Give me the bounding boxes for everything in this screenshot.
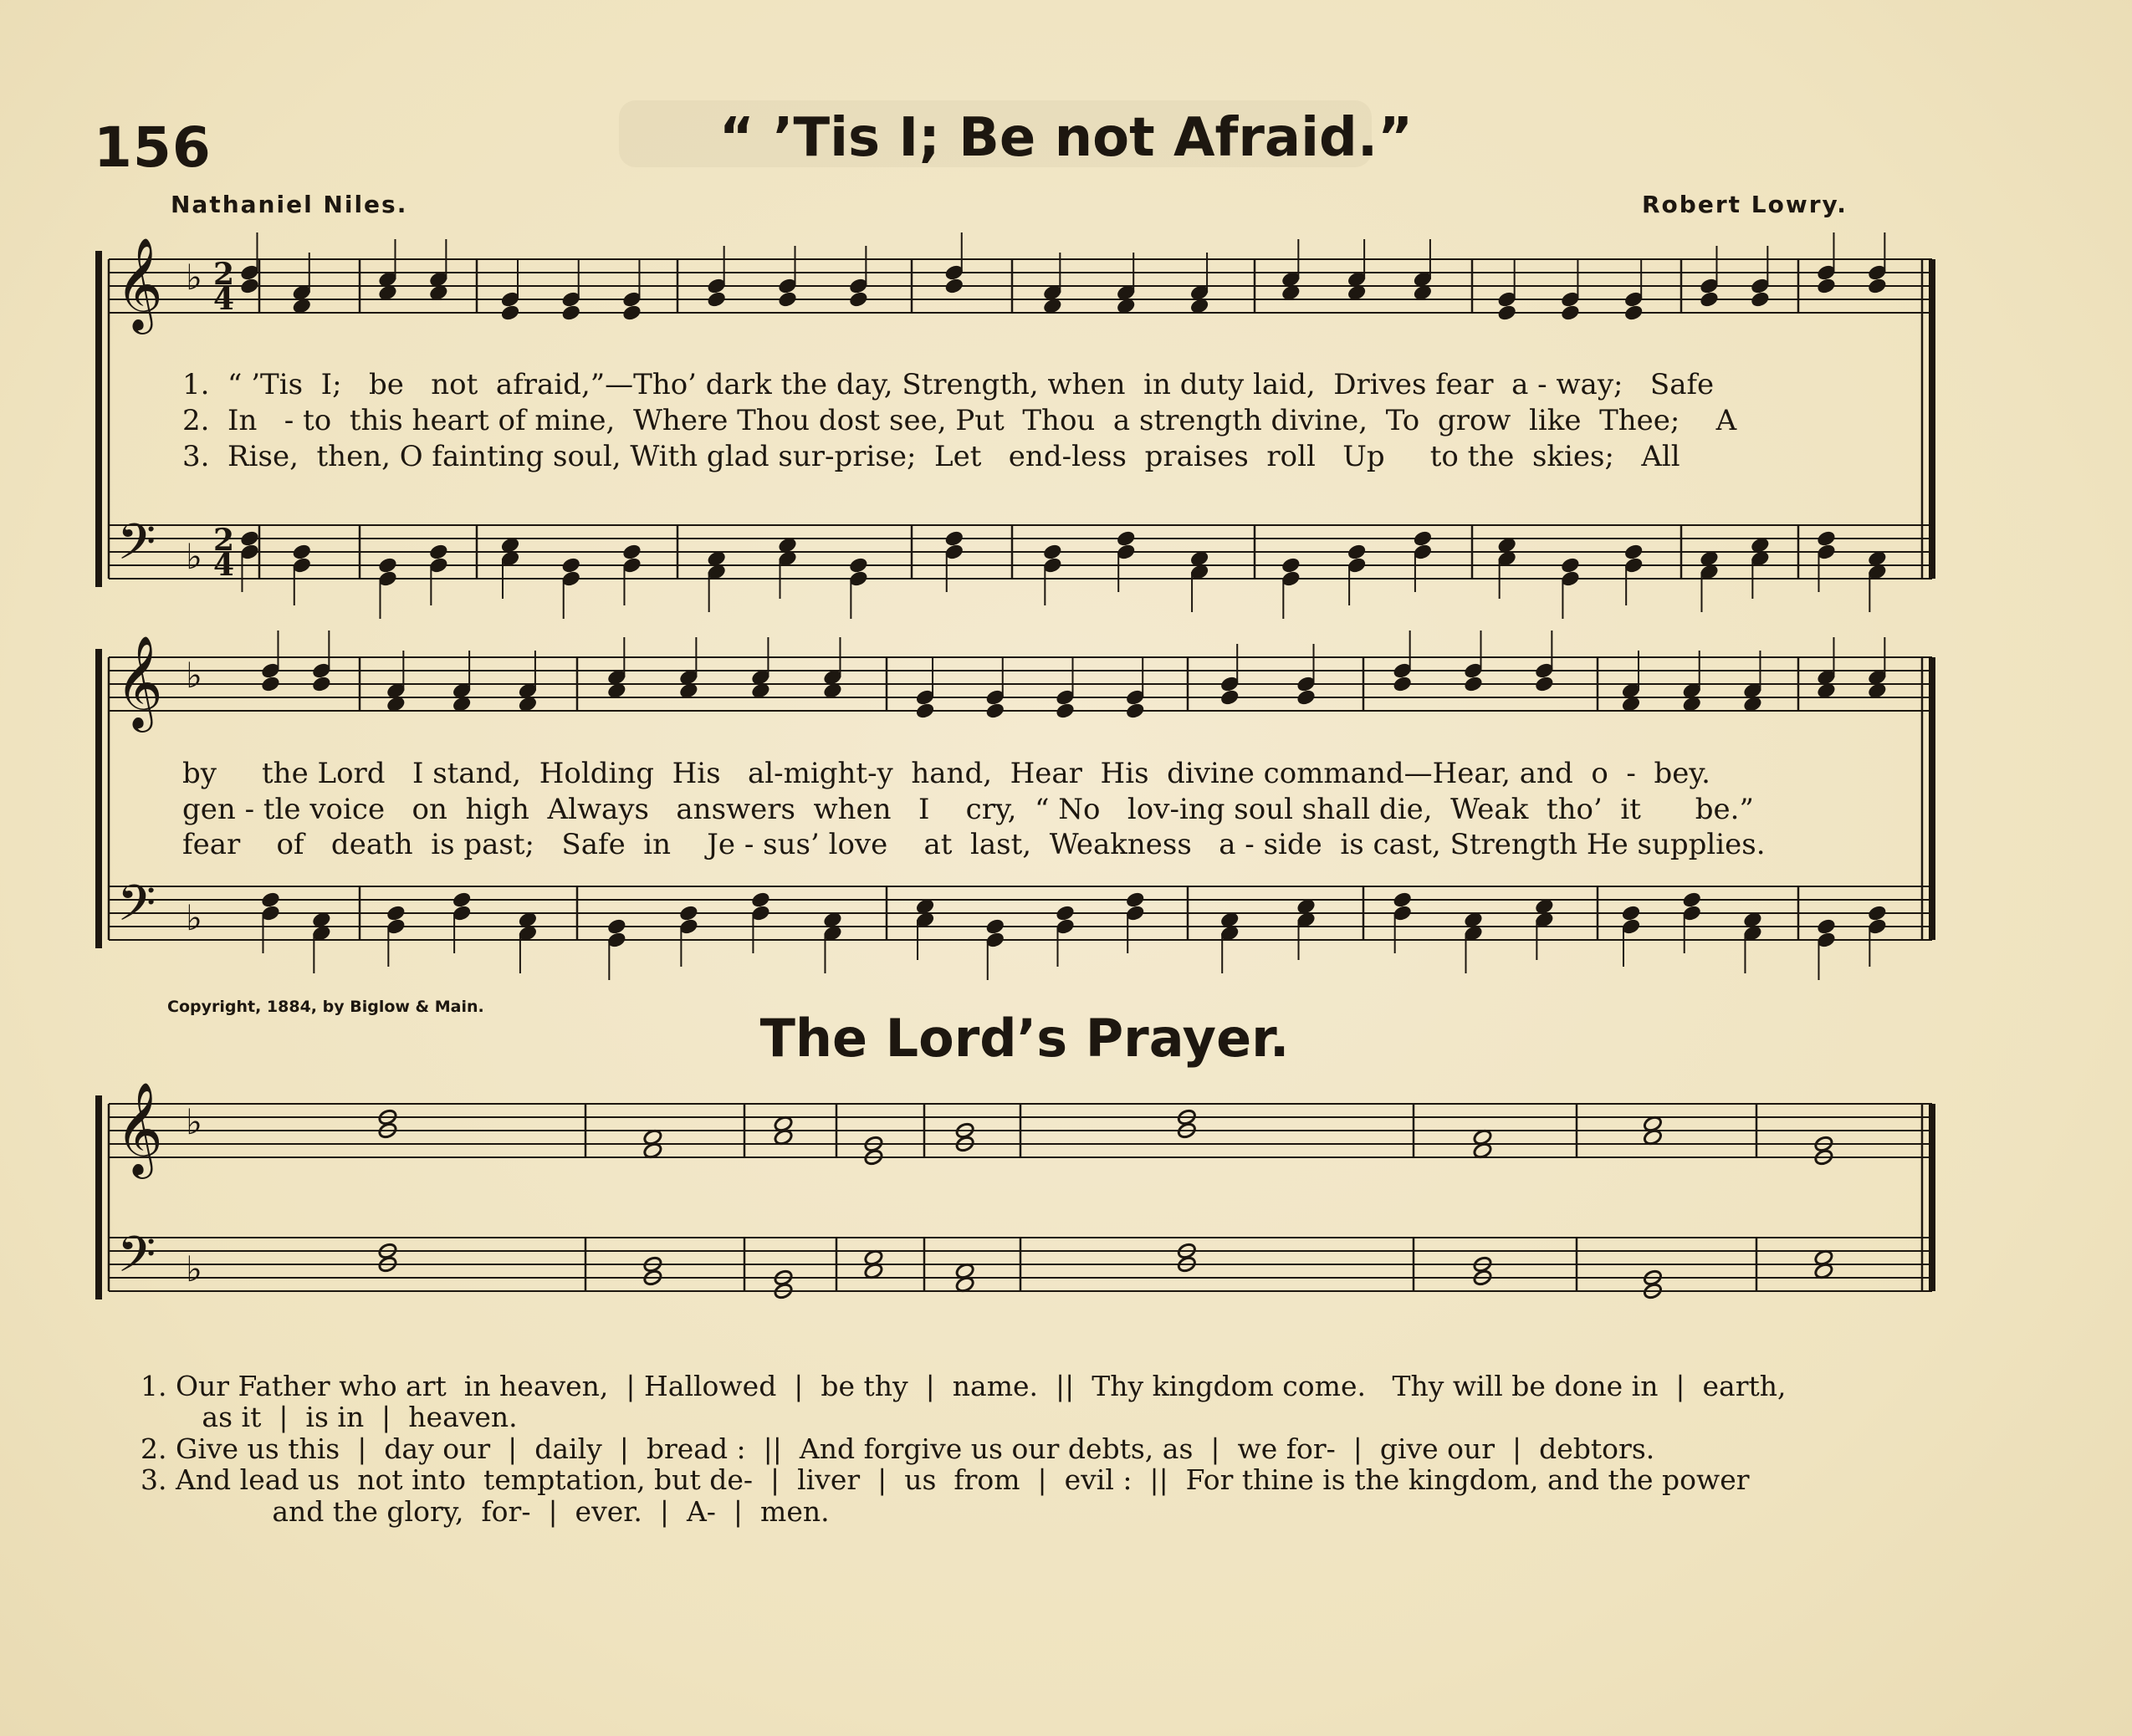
notehead	[1281, 556, 1301, 574]
time-signature: 4	[213, 548, 235, 583]
copyright-notice: Copyright, 1884, by Biglow & Main.	[167, 998, 484, 1016]
prayer-title: The Lord’s Prayer.	[759, 1008, 1290, 1069]
notehead	[1560, 556, 1580, 574]
notehead	[561, 304, 581, 321]
notehead	[1296, 688, 1317, 706]
notehead	[1699, 290, 1719, 308]
verse-2-line-2: gen - tle voice on high Always answers when I cry, “ No lov-ing soul shall die, Weak tho’ it be.”	[182, 793, 1754, 826]
notehead	[1125, 891, 1145, 908]
notehead	[1816, 277, 1836, 294]
treble-clef: 𝄞	[115, 635, 163, 728]
notehead	[1497, 304, 1517, 321]
notehead	[1867, 904, 1887, 922]
notehead	[985, 702, 1005, 719]
notehead	[777, 290, 797, 308]
notehead	[1393, 675, 1413, 692]
prayer-line-1-cont: as it | is in | heaven.	[141, 1401, 518, 1433]
notehead	[1463, 675, 1483, 692]
bass-clef: 𝄢	[117, 513, 156, 583]
bass-clef: 𝄢	[117, 1225, 156, 1295]
flat-sign: ♭	[186, 897, 202, 938]
notehead	[260, 675, 280, 692]
notehead	[1682, 891, 1702, 908]
notehead	[1534, 675, 1554, 692]
time-signature: 2	[213, 257, 235, 292]
prayer-line-3: 3. And lead us not into temptation, but de- | liver | us from | evil : || For thine is the kingdom, and the power	[141, 1463, 1750, 1496]
notehead	[292, 543, 312, 560]
notehead	[452, 891, 472, 908]
notehead	[1055, 904, 1075, 922]
notehead	[311, 675, 331, 692]
notehead	[707, 290, 727, 308]
notehead	[1816, 529, 1836, 547]
notehead	[1867, 277, 1887, 294]
notehead	[678, 904, 698, 922]
notehead	[377, 556, 397, 574]
verse-2-line-1: 2. In - to this heart of mine, Where Thou dost see, Put Thou a strength divine, To grow like Thee; A	[182, 404, 1737, 437]
notehead	[944, 277, 964, 294]
verse-3-line-1: 3. Rise, then, O fainting soul, With glad sur-prise; Let end-less praises roll Up to the skies; All	[182, 440, 1680, 473]
notehead	[1055, 702, 1075, 719]
notehead	[606, 917, 626, 935]
verse-1-line-2: by the Lord I stand, Holding His al-might-y hand, Hear His divine command—Hear, and o - bey.	[182, 757, 1710, 790]
notehead	[386, 904, 406, 922]
notehead	[1347, 543, 1367, 560]
notehead	[1393, 891, 1413, 908]
time-signature: 4	[213, 282, 235, 317]
prayer-line-3-cont: and the glory, for- | ever. | A- | men.	[141, 1495, 830, 1528]
notehead	[561, 556, 581, 574]
notehead	[1219, 688, 1240, 706]
flat-sign: ♭	[186, 655, 202, 696]
composer: Robert Lowry.	[1642, 191, 1848, 218]
notehead	[1413, 529, 1433, 547]
notehead	[1621, 904, 1641, 922]
treble-clef: 𝄞	[115, 1081, 163, 1175]
hymn-title: “ ’Tis I; Be not Afraid.”	[718, 107, 1414, 169]
flat-sign: ♭	[186, 1101, 202, 1142]
notehead	[750, 891, 770, 908]
bass-clef: 𝄢	[117, 874, 156, 944]
notehead	[1116, 529, 1136, 547]
prayer-line-1: 1. Our Father who art in heaven, | Hallowed | be thy | name. || Thy kingdom come. Thy will be done in | earth,	[141, 1370, 1787, 1402]
flat-sign: ♭	[186, 536, 202, 577]
notehead	[1125, 702, 1145, 719]
verse-3-line-2: fear of death is past; Safe in Je - sus’ love at last, Weakness a - side is cast, Strength He supplies.	[182, 828, 1766, 861]
flat-sign: ♭	[186, 1248, 202, 1289]
notehead	[621, 304, 642, 321]
notehead	[621, 543, 642, 560]
prayer-line-2: 2. Give us this | day our | daily | bread : || And forgive us our debts, as | we for- | give our | debtors.	[141, 1432, 1655, 1465]
notehead	[239, 277, 259, 294]
notehead	[848, 290, 868, 308]
notehead	[944, 529, 964, 547]
notehead	[260, 891, 280, 908]
notehead	[848, 556, 868, 574]
notehead	[500, 304, 520, 321]
flat-sign: ♭	[186, 257, 202, 298]
notehead	[915, 702, 935, 719]
notehead	[1623, 543, 1644, 560]
notehead	[239, 529, 259, 547]
notehead	[1816, 917, 1836, 935]
verse-1-line-1: 1. “ ’Tis I; be not afraid,”—Tho’ dark the day, Strength, when in duty laid, Drives fear a - way; Safe	[182, 368, 1715, 401]
notehead	[1623, 304, 1644, 321]
lyricist: Nathaniel Niles.	[171, 191, 408, 218]
notehead	[428, 543, 448, 560]
notehead	[1042, 543, 1062, 560]
treble-clef: 𝄞	[115, 237, 163, 330]
page-number: 156	[94, 115, 212, 180]
time-signature: 2	[213, 523, 235, 558]
notehead	[1560, 304, 1580, 321]
notehead	[985, 917, 1005, 935]
notehead	[1750, 290, 1770, 308]
